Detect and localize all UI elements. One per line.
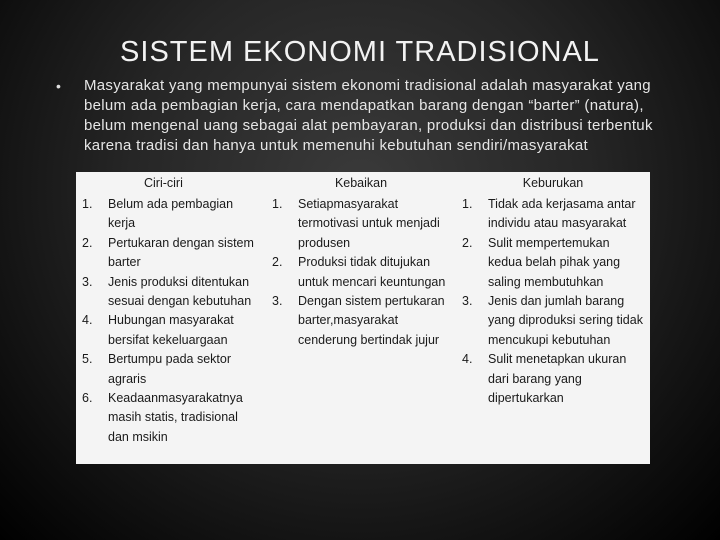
column-header-kebaikan: Kebaikan: [334, 176, 388, 190]
bullet-marker: •: [56, 78, 61, 94]
item-number: 2.: [82, 235, 93, 250]
item-text: Belum ada pembagian kerja: [108, 197, 234, 231]
item-text: Produksi tidak ditujukan untuk mencari keuntungan: [298, 255, 446, 289]
item-text: Dengan sistem pertukaran barter,masyarakat cenderung bertindak jujur: [298, 294, 445, 347]
list-item: [456, 195, 650, 234]
intro-paragraph: Masyarakat yang mempunyai sistem ekonomi tradisional adalah masyarakat yang belum ada pembagian kerja, cara mendapatkan barang dengan “barter” (natura), belum mengenal uang sebagai alat pembayaran, produksi dan distribusi terbentuk karena tradisi dan hanya untuk memenuhi kebutuhan sendiri/masyarakat: [84, 77, 653, 154]
column-ciri-ciri: [76, 174, 266, 447]
list-keburukan: [456, 195, 650, 408]
list-item: [456, 292, 650, 350]
list-item: [76, 234, 266, 273]
item-number: 4.: [462, 352, 473, 367]
column-keburukan: [456, 174, 650, 408]
item-number: 4.: [82, 313, 93, 328]
item-number: 6.: [82, 391, 93, 406]
list-kebaikan: [266, 195, 456, 350]
list-item: [76, 389, 266, 447]
column-header-keburukan: Keburukan: [522, 176, 584, 190]
item-number: 1.: [272, 197, 283, 211]
item-text: Jenis dan jumlah barang yang diproduksi sering tidak mencukupi kebutuhan: [488, 294, 643, 347]
list-item: [266, 253, 456, 292]
item-number: 2.: [462, 235, 473, 250]
item-text: Setiapmasyarakat termotivasi untuk menjadi produsen: [298, 197, 440, 250]
item-number: 1.: [462, 197, 473, 211]
list-ciri-ciri: [76, 195, 266, 447]
slide-title: SISTEM EKONOMI TRADISIONAL: [120, 36, 600, 68]
item-number: 3.: [462, 294, 473, 309]
column-header-ciri-ciri: Ciri-ciri: [144, 176, 183, 190]
comparison-table: [76, 172, 650, 464]
item-text: Pertukaran dengan sistem barter: [108, 235, 254, 270]
item-number: 3.: [82, 274, 93, 289]
item-text: Sulit menetapkan ukuran dari barang yang dipertukarkan: [488, 352, 627, 406]
list-item: [266, 195, 456, 253]
list-item: [76, 350, 266, 389]
list-item: [76, 195, 266, 234]
list-item: [456, 234, 650, 292]
item-number: 3.: [272, 294, 283, 309]
item-number: 5.: [82, 352, 93, 367]
list-item: [76, 311, 266, 350]
item-number: 1.: [82, 197, 93, 211]
item-text: Tidak ada kerjasama antar individu atau masyarakat: [488, 197, 636, 231]
item-text: Bertumpu pada sektor agraris: [108, 352, 231, 386]
list-item: [266, 292, 456, 350]
item-text: Hubungan masyarakat bersifat kekeluargaan: [108, 313, 234, 347]
item-number: 2.: [272, 255, 283, 270]
item-text: Keadaanmasyarakatnya masih statis, tradisional dan msikin: [108, 391, 243, 444]
item-text: Jenis produksi ditentukan sesuai dengan kebutuhan: [108, 274, 252, 309]
list-item: [76, 273, 266, 312]
list-item: [456, 350, 650, 408]
column-kebaikan: [266, 174, 456, 350]
item-text: Sulit mempertemukan kedua belah pihak yang saling membutuhkan: [488, 235, 621, 289]
